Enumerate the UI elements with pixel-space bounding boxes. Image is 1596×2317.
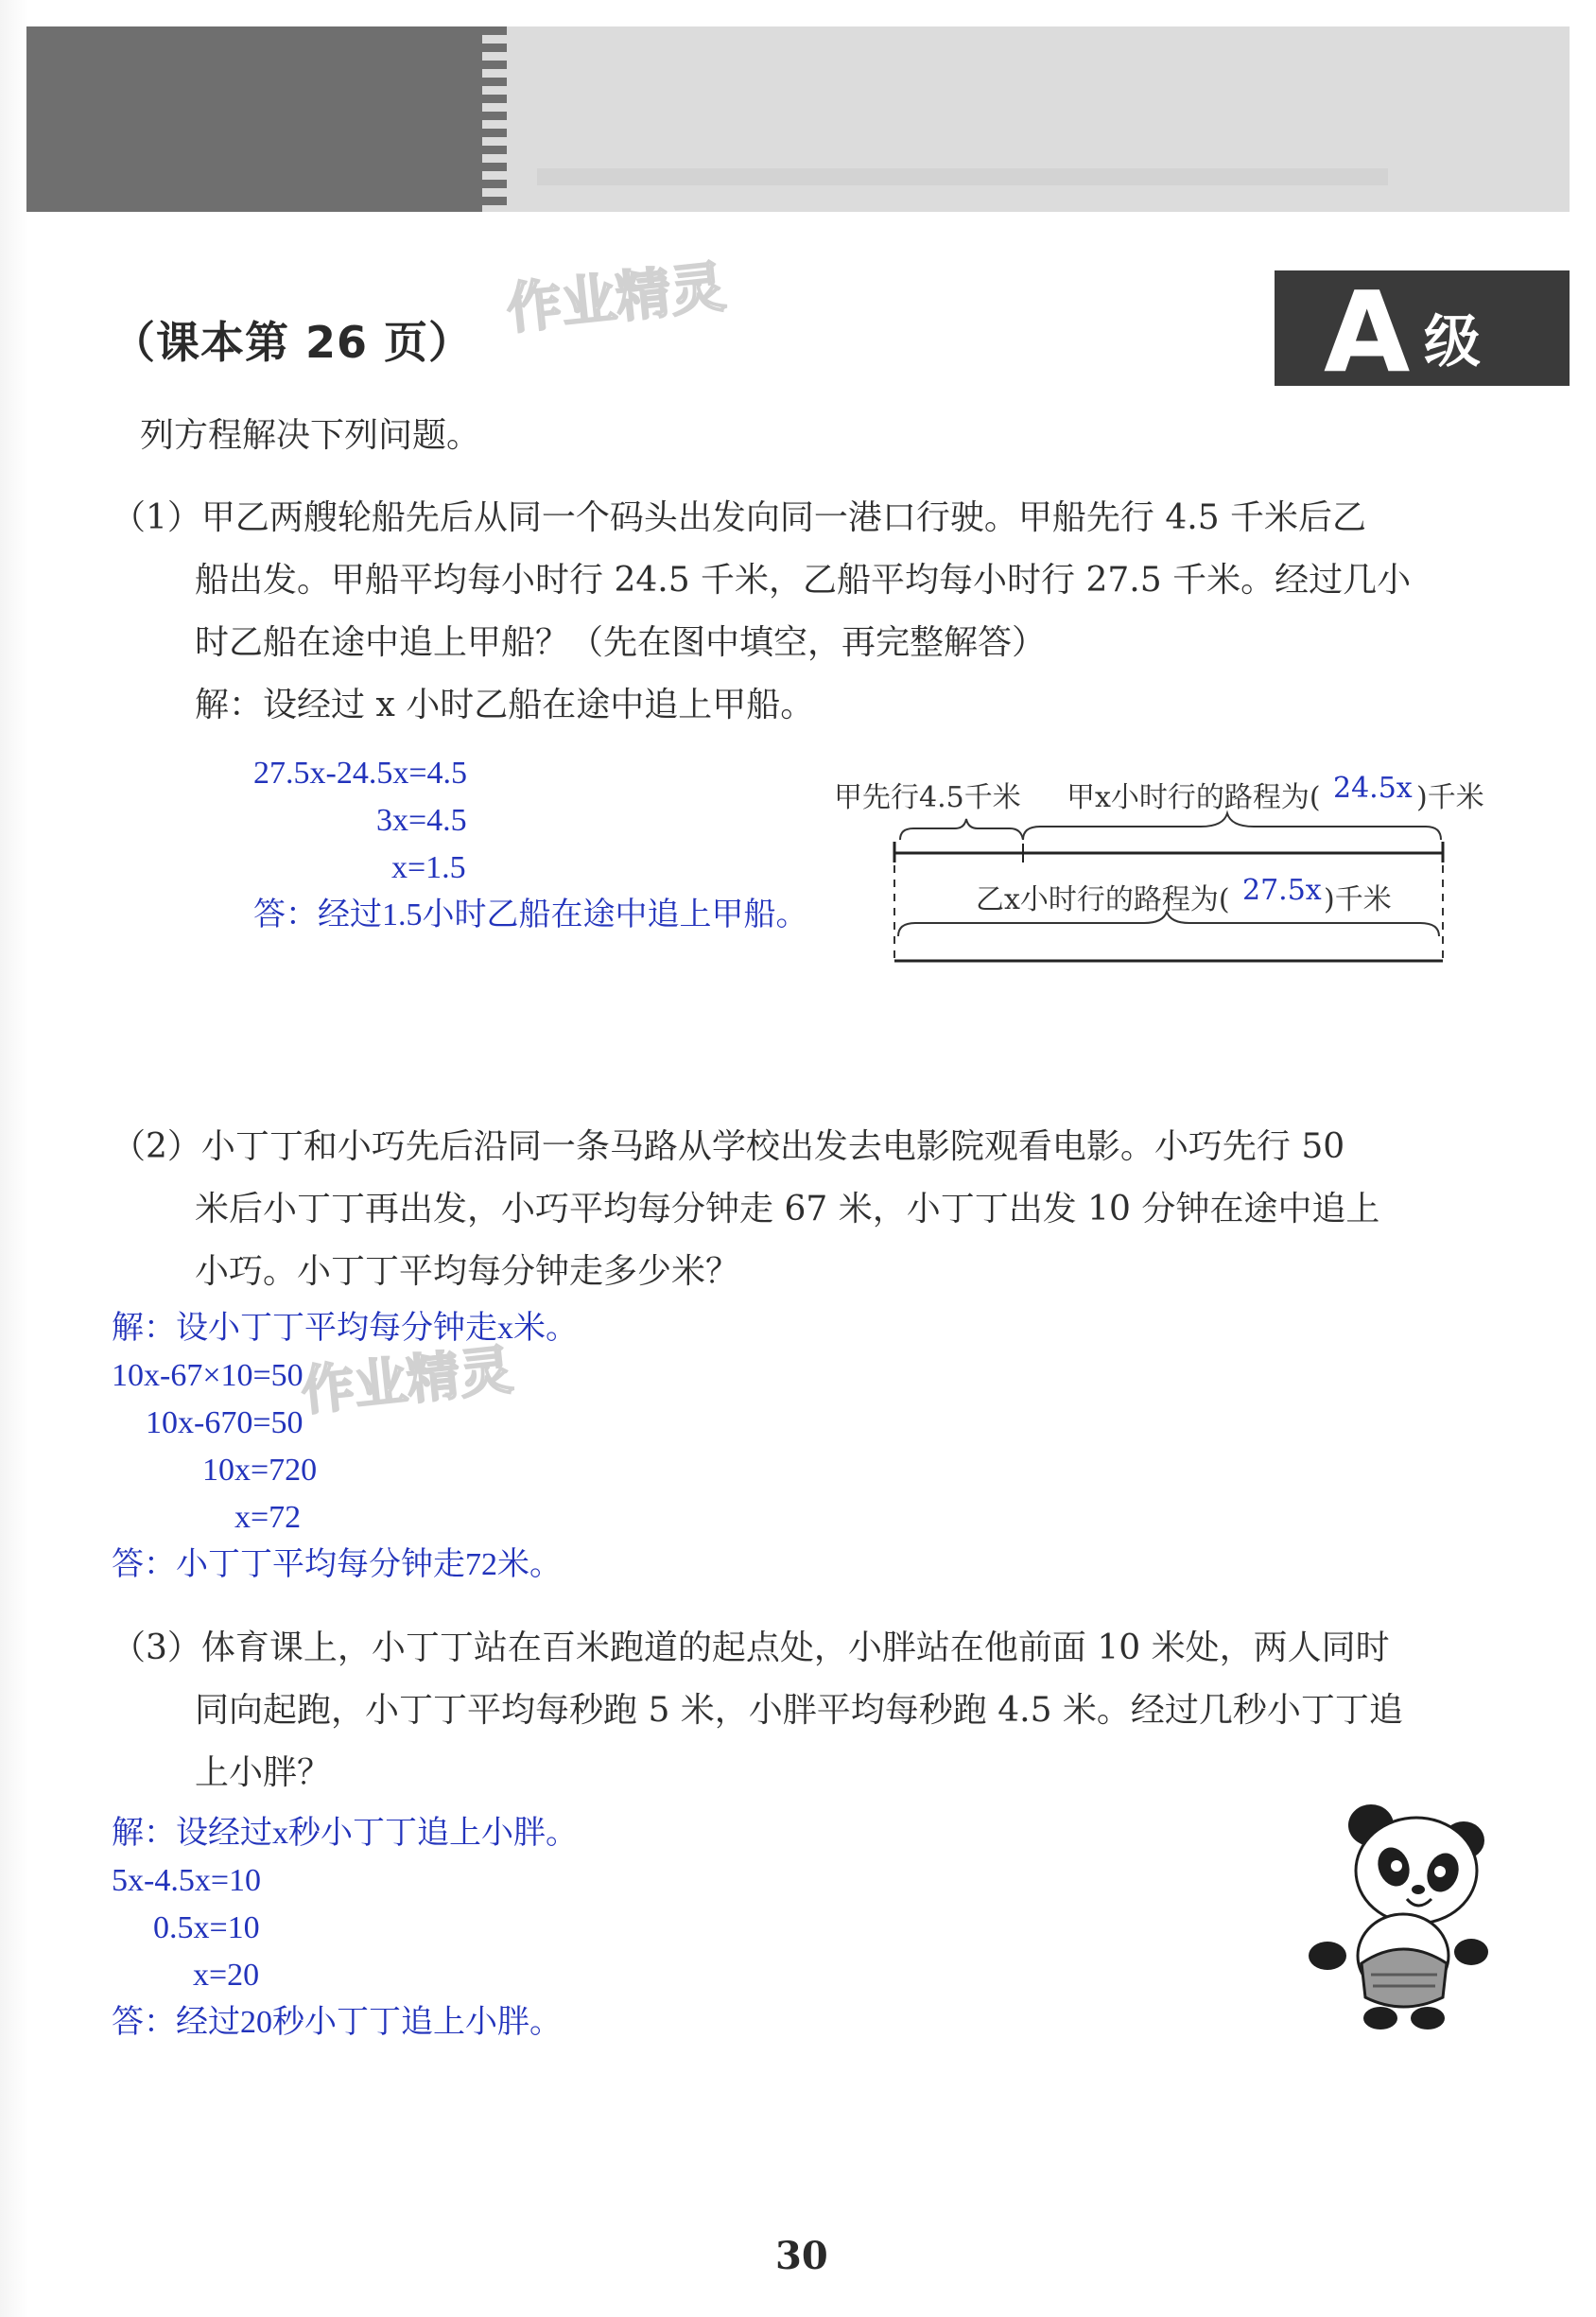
panda-arm-left xyxy=(1309,1942,1346,1970)
q2-answer-let: 解：设小丁丁平均每分钟走x米。 xyxy=(112,1311,578,1346)
q1-line-4: 解：设经过 x 小时乙船在途中追上甲船。 xyxy=(195,686,815,724)
watermark-middle: 作业精灵 xyxy=(298,1339,516,1423)
q2-answer-eq-2: 10x-670=50 xyxy=(146,1405,304,1440)
q2-answer-eq-3: 10x=720 xyxy=(202,1453,318,1488)
line-segment-diagram xyxy=(823,757,1503,974)
page-number: 30 xyxy=(775,2234,828,2278)
panda-skirt xyxy=(1362,1949,1447,2007)
level-letter: A xyxy=(1324,267,1411,397)
brace-top-short xyxy=(900,819,1023,840)
unit-ship-b: )千米 xyxy=(1324,883,1392,916)
panda-arm-right xyxy=(1454,1939,1488,1965)
instruction: 列方程解决下列问题。 xyxy=(140,416,481,455)
q3-answer-eq-1: 5x-4.5x=10 xyxy=(112,1863,261,1898)
unit-ship-a: )千米 xyxy=(1416,781,1484,814)
q1-answer-eq-2: 3x=4.5 xyxy=(376,803,467,838)
panda-foot-right xyxy=(1411,2007,1445,2030)
q1-line-2: 船出发。甲船平均每小时行 24.5 千米，乙船平均每小时行 27.5 千米。经过几小 xyxy=(195,561,1412,600)
watermark-top: 作业精灵 xyxy=(503,254,729,341)
q2-answer-eq-4: x=72 xyxy=(234,1500,302,1535)
q3-line-3: 上小胖？ xyxy=(195,1753,332,1792)
q2-line-3: 小巧。小丁丁平均每分钟走多少米？ xyxy=(195,1252,740,1291)
panda-nose xyxy=(1412,1885,1425,1894)
q3-line-1: （3）体育课上，小丁丁站在百米跑道的起点处，小胖站在他前面 10 米处，两人同时 xyxy=(112,1629,1390,1667)
panda-eye-left xyxy=(1391,1860,1402,1872)
brace-top-long xyxy=(1023,813,1441,840)
q1-answer-text: 答：经过1.5小时乙船在途中追上甲船。 xyxy=(253,897,808,932)
top-band-faded-strip xyxy=(537,168,1388,185)
level-badge xyxy=(1275,267,1570,397)
label-ship-b: 乙x小时行的路程为( xyxy=(976,883,1230,916)
top-decorative-band xyxy=(26,26,1570,212)
q1-answer-eq-3: x=1.5 xyxy=(391,850,466,885)
q3-answer-eq-3: x=20 xyxy=(193,1958,260,1993)
label-head-start: 甲先行4.5千米 xyxy=(834,781,1021,814)
section-title: （课本第 26 页） xyxy=(112,317,474,368)
q1-line-3: 时乙船在途中追上甲船？（先在图中填空，再完整解答） xyxy=(195,623,1047,662)
panda-foot-left xyxy=(1363,2007,1397,2030)
q2-line-2: 米后小丁丁再出发，小巧平均每分钟走 67 米，小丁丁出发 10 分钟在途中追上 xyxy=(195,1190,1380,1228)
q2-answer-text: 答：小丁丁平均每分钟走72米。 xyxy=(112,1547,562,1582)
q2-answer-eq-1: 10x-67×10=50 xyxy=(112,1358,304,1393)
q3-line-2: 同向起跑，小丁丁平均每秒跑 5 米，小胖平均每秒跑 4.5 米。经过几秒小丁丁追 xyxy=(195,1691,1403,1730)
panda-mascot-illustration xyxy=(1305,1797,1503,2033)
top-band-dark-block xyxy=(26,26,482,212)
top-band-torn-edge xyxy=(482,26,507,212)
panda-head xyxy=(1356,1818,1477,1924)
panda-eye-right xyxy=(1434,1866,1446,1877)
fill-ship-b: 27.5x xyxy=(1242,874,1322,907)
q1-answer-eq-1: 27.5x-24.5x=4.5 xyxy=(253,756,467,791)
q3-answer-text: 答：经过20秒小丁丁追上小胖。 xyxy=(112,2005,562,2040)
q1-line-1: （1）甲乙两艘轮船先后从同一个码头出发向同一港口行驶。甲船先行 4.5 千米后乙 xyxy=(112,498,1367,537)
q3-answer-eq-2: 0.5x=10 xyxy=(153,1910,260,1945)
q2-line-1: （2）小丁丁和小巧先后沿同一条马路从学校出发去电影院观看电影。小巧先行 50 xyxy=(112,1127,1345,1166)
fill-ship-a: 24.5x xyxy=(1333,772,1413,805)
q3-answer-let: 解：设经过x秒小丁丁追上小胖。 xyxy=(112,1816,578,1851)
label-ship-a: 甲x小时行的路程为( xyxy=(1067,781,1321,814)
level-word: 级 xyxy=(1424,309,1481,375)
